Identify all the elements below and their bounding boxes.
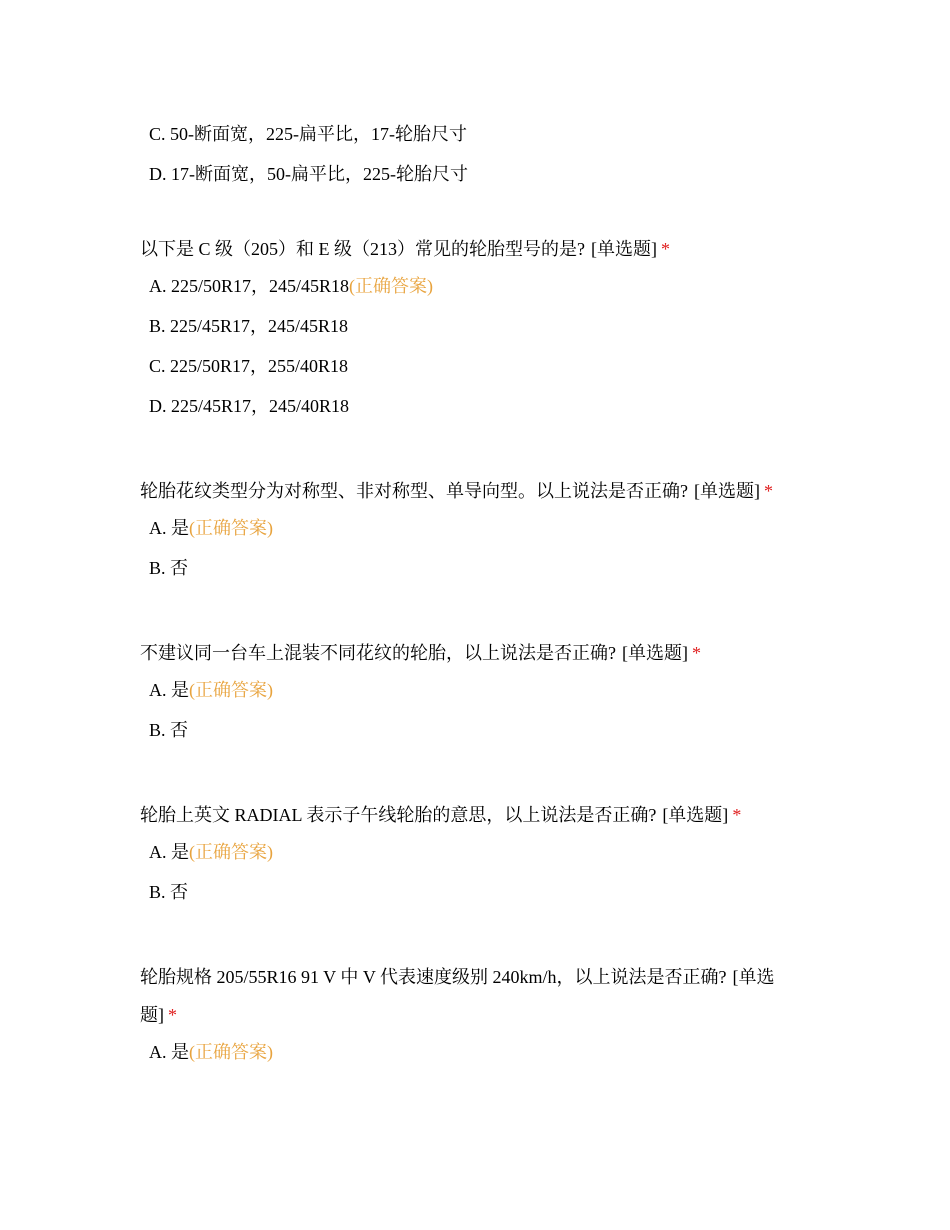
option <box>149 394 810 418</box>
options-list <box>140 274 810 418</box>
correct-answer-tag: (正确答案) <box>189 1042 273 1062</box>
question-text: 轮胎上英文 RADIAL 表示子午线轮胎的意思，以上说法是否正确? <box>140 805 657 825</box>
option <box>149 840 810 864</box>
previous-question-options <box>149 122 468 202</box>
question-title <box>140 958 810 1034</box>
required-marker: * <box>168 1005 177 1025</box>
option-text: B. 否 <box>149 720 189 740</box>
option-text: B. 否 <box>149 882 189 902</box>
required-marker: * <box>692 643 701 663</box>
correct-answer-tag: (正确答案) <box>189 680 273 700</box>
question <box>140 634 810 758</box>
question-text: 以下是 C 级（205）和 E 级（213）常见的轮胎型号的是? <box>140 239 585 259</box>
option <box>149 880 810 904</box>
question-text: 轮胎花纹类型分为对称型、非对称型、单导向型。以上说法是否正确? <box>140 481 688 501</box>
option <box>149 354 810 378</box>
option: C. 50-断面宽，225-扁平比，17-轮胎尺寸 <box>149 124 467 144</box>
option-text: D. 225/45R17，245/40R18 <box>149 396 350 416</box>
question-title <box>140 472 810 510</box>
question-type: [单选题] <box>694 481 760 501</box>
option-text: B. 225/45R17，245/45R18 <box>149 316 349 336</box>
question-title <box>140 634 810 672</box>
option-text: C. 225/50R17，255/40R18 <box>149 356 349 376</box>
option-text: A. 是 <box>149 518 189 538</box>
required-marker: * <box>661 239 670 259</box>
correct-answer-tag: (正确答案) <box>349 276 434 296</box>
option-text: A. 225/50R17，245/45R18 <box>149 276 350 296</box>
options-list <box>140 840 810 904</box>
required-marker: * <box>732 805 742 825</box>
option-text: A. 是 <box>149 842 189 862</box>
correct-answer-tag: (正确答案) <box>189 518 273 538</box>
question-type: [单选题] <box>140 967 775 1025</box>
option <box>149 516 810 540</box>
question-type: [单选题] <box>591 239 657 259</box>
correct-answer-tag: (正确答案) <box>189 842 273 862</box>
question-text: 不建议同一台车上混装不同花纹的轮胎，以上说法是否正确? <box>140 643 616 663</box>
option <box>149 274 810 298</box>
required-marker: * <box>764 481 773 501</box>
question-text: 轮胎规格 205/55R16 91 V 中 V 代表速度级别 240km/h，以上说法是否正确? <box>140 967 727 987</box>
question <box>140 230 810 434</box>
options-list <box>140 1040 810 1064</box>
options-list <box>140 678 810 742</box>
question <box>140 796 810 920</box>
option-text: A. 是 <box>149 680 189 700</box>
question <box>140 958 810 1080</box>
question <box>140 472 810 596</box>
question-title <box>140 796 810 834</box>
option <box>149 314 810 338</box>
option-text: B. 否 <box>149 558 189 578</box>
question-type: [单选题] <box>662 805 729 825</box>
question-title <box>140 230 810 268</box>
option <box>149 678 810 702</box>
options-list <box>140 516 810 580</box>
option <box>149 556 810 580</box>
question-type: [单选题] <box>622 643 688 663</box>
option <box>149 718 810 742</box>
option-text: A. 是 <box>149 1042 189 1062</box>
option <box>149 1040 810 1064</box>
option: D. 17-断面宽，50-扁平比，225-轮胎尺寸 <box>149 164 468 184</box>
